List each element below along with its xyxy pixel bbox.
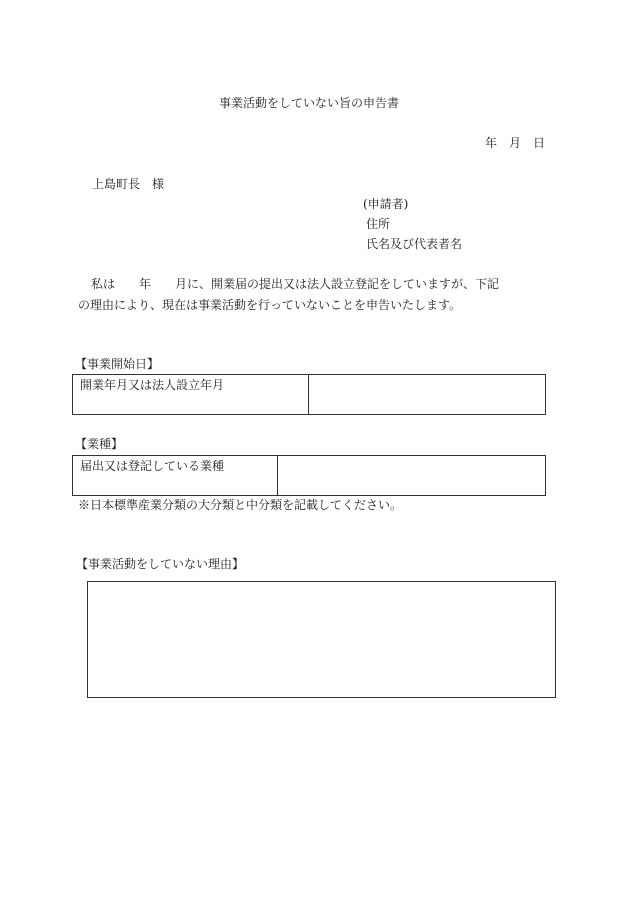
industry-table [72,455,546,496]
applicant-label: (申請者) [363,197,409,211]
start-date-table [72,374,546,415]
industry-section-heading: 【業種】 [75,437,124,451]
addressee: 上島町長 様 [92,177,165,191]
body-line-1: 私は 年 月に、開業届の提出又は法人設立登記をしていますが、下記 [91,277,500,291]
start-date-label: 開業年月又は法人設立年月 [80,378,225,392]
body-line-2: の理由により、現在は事業活動を行っていないことを申告いたします。 [78,298,462,312]
document-title: 事業活動をしていない旨の申告書 [219,96,400,110]
applicant-address-label: 住所 [366,217,391,231]
applicant-name-label: 氏名及び代表者名 [366,237,463,251]
start-section-heading: 【事業開始日】 [75,357,160,371]
industry-label: 届出又は登記している業種 [80,459,225,473]
start-date-divider [308,375,309,414]
reason-section-heading: 【事業活動をしていない理由】 [76,557,245,571]
industry-divider [277,456,278,495]
reason-box[interactable] [87,581,556,698]
date-line: 年 月 日 [485,136,546,150]
industry-note: ※日本標準産業分類の大分類と中分類を記載してください。 [78,498,403,512]
